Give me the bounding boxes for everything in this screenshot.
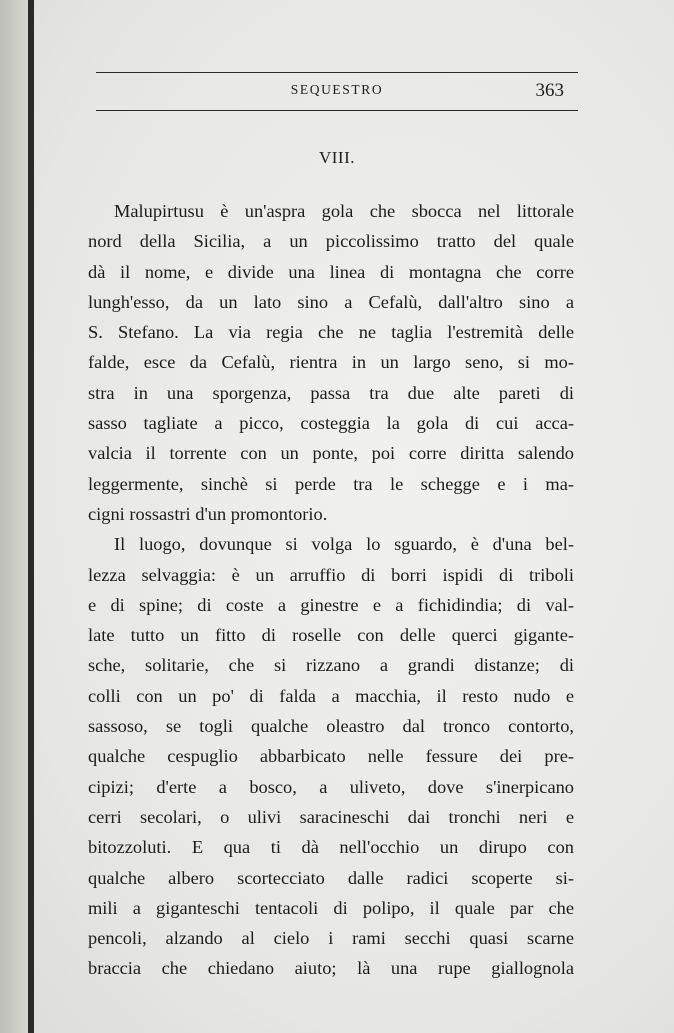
text-line: late tutto un fitto di roselle con delle querci gigante-	[88, 625, 574, 646]
text-line: bitozzoluti. E qua ti dà nell'occhio un dirupo con	[88, 837, 574, 858]
text-line: valcia il torrente con un ponte, poi corre diritta salendo	[88, 443, 574, 464]
text-line: S. Stefano. La via regia che ne taglia l'estremità delle	[88, 322, 574, 343]
text-line: sasso tagliate a picco, costeggia la gola di cui acca-	[88, 413, 574, 434]
text-line: cipizi; d'erte a bosco, a uliveto, dove s'inerpicano	[88, 776, 574, 797]
text-line: Il luogo, dovunque si volga lo sguardo, è d'una bel-	[114, 534, 574, 555]
text-line: e di spine; di coste a ginestre e a fichidindia; di val-	[88, 594, 574, 615]
text-line: dà il nome, e divide una linea di montagna che corre	[88, 261, 574, 282]
chapter-heading: VIII.	[318, 148, 355, 167]
binding-edge	[28, 0, 34, 1033]
text-line: mili a giganteschi tentacoli di polipo, il quale par che	[88, 897, 574, 918]
running-title: SEQUESTRO	[290, 82, 384, 97]
text-line: leggermente, sinchè si perde tra le schegge e i ma-	[88, 473, 574, 494]
header-bottom-rule	[96, 110, 578, 111]
binding-shadow	[0, 0, 28, 1033]
page-number: 363	[535, 80, 564, 101]
text-line: colli con un po' di falda a macchia, il resto nudo e	[88, 685, 574, 706]
body-text	[88, 196, 574, 984]
text-line: braccia che chiedano aiuto; là una rupe giallognola	[88, 958, 574, 979]
text-line: cigni rossastri d'un promontorio.	[88, 503, 328, 524]
text-line: stra in una sporgenza, passa tra due alte pareti di	[88, 382, 574, 403]
text-line: sche, solitarie, che si rizzano a grandi distanze; di	[88, 655, 574, 676]
running-head	[96, 80, 578, 106]
text-line: pencoli, alzando al cielo i rami secchi quasi scarne	[88, 928, 574, 949]
text-line: sassoso, se togli qualche oleastro dal tronco contorto,	[88, 716, 574, 737]
text-line: lungh'esso, da un lato sino a Cefalù, dall'altro sino a	[88, 291, 574, 312]
text-line: qualche albero scortecciato dalle radici scoperte si-	[88, 867, 574, 888]
text-line: Malupirtusu è un'aspra gola che sbocca nel littorale	[114, 201, 574, 221]
text-line: cerri secolari, o ulivi saracineschi dai tronchi neri e	[88, 806, 574, 827]
text-line: nord della Sicilia, a un piccolissimo tratto del quale	[88, 231, 574, 252]
text-line: falde, esce da Cefalù, rientra in un largo seno, si mo-	[88, 352, 574, 373]
text-line: qualche cespuglio abbarbicato nelle fessure dei pre-	[88, 746, 574, 767]
text-line: lezza selvaggia: è un arruffio di borri ispidi di triboli	[88, 564, 574, 585]
header-top-rule	[96, 72, 578, 73]
